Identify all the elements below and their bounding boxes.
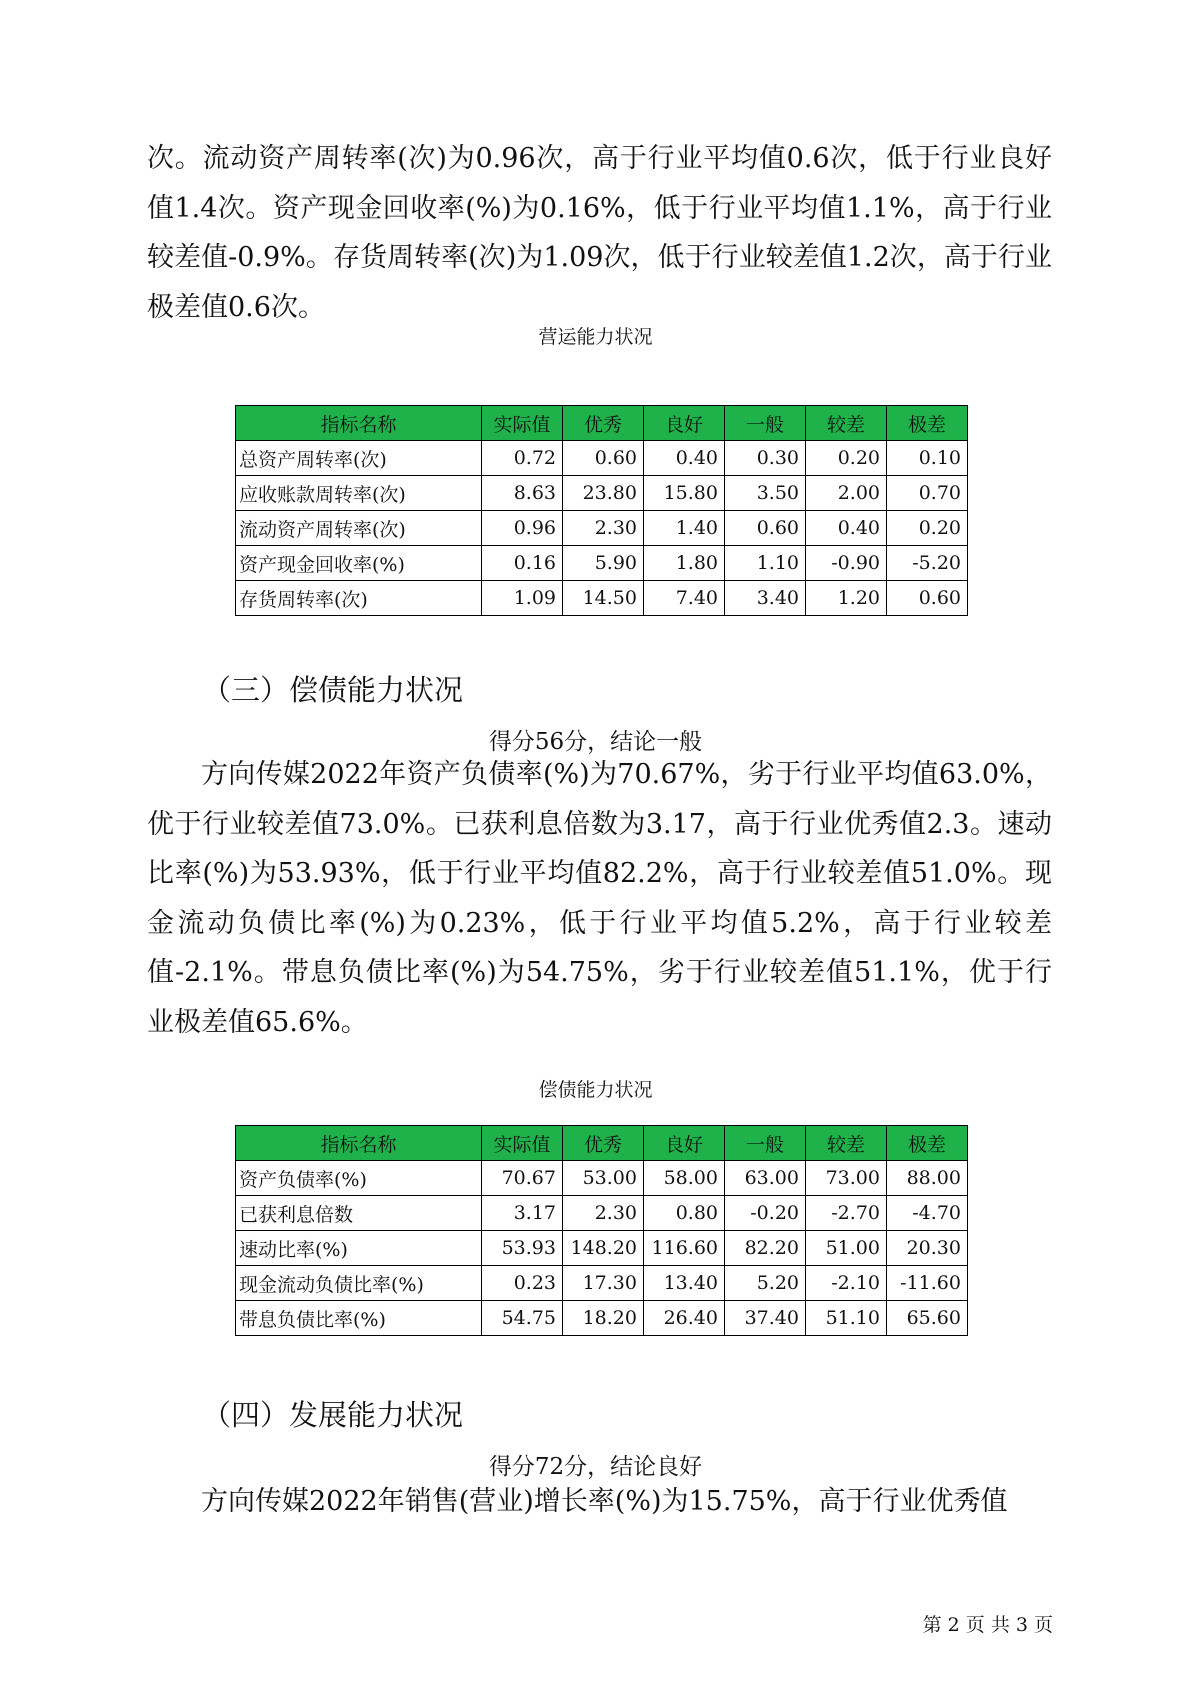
score-line-solvency: 得分56分，结论一般 — [488, 729, 703, 755]
cell-value: -2.70 — [806, 1196, 887, 1231]
cell-value: 63.00 — [725, 1161, 806, 1196]
row-label: 应收账款周转率(次) — [236, 476, 482, 511]
cell-value: 23.80 — [563, 476, 644, 511]
row-label: 存货周转率(次) — [236, 581, 482, 616]
table-row — [236, 476, 968, 511]
cell-value: 1.10 — [725, 546, 806, 581]
section-heading-solvency: （三）偿债能力状况 — [202, 673, 464, 707]
header-cell: 一般 — [725, 1126, 806, 1161]
cell-value: 0.20 — [806, 441, 887, 476]
table-header-row — [236, 406, 968, 441]
header-cell: 实际值 — [482, 1126, 563, 1161]
cell-value: 2.30 — [563, 511, 644, 546]
row-label: 流动资产周转率(次) — [236, 511, 482, 546]
cell-value: -0.90 — [806, 546, 887, 581]
cell-value: 3.17 — [482, 1196, 563, 1231]
cell-value: 1.20 — [806, 581, 887, 616]
header-cell: 较差 — [806, 406, 887, 441]
operating-capacity-table — [235, 405, 968, 616]
table-row — [236, 1231, 968, 1266]
paragraph-operating-analysis: 次。流动资产周转率(次)为0.96次，高于行业平均值0.6次，低于行业良好值1.4次。资产现金回收率(%)为0.16%，低于行业平均值1.1%，高于行业较差值-0.9%。存货周转率(次)为1.09次，低于行业较差值1.2次，高于行业极差值0.6次。 — [147, 143, 1052, 323]
cell-value: 116.60 — [644, 1231, 725, 1266]
paragraph-solvency-analysis: 方向传媒2022年资产负债率(%)为70.67%，劣于行业平均值63.0%，优于行业较差值73.0%。已获利息倍数为3.17，高于行业优秀值2.3。速动比率(%)为53.93%，低于行业平均值82.2%，高于行业较差值51.0%。现金流动负债比率(%)为0.23%，低于行业平均值5.2%，高于行业较差值-2.1%。带息负债比率(%)为54.75%，劣于行业较差值51.1%，优于行业极差值65.6%。 — [147, 759, 1052, 1038]
paragraph-growth-analysis: 方向传媒2022年销售(营业)增长率(%)为15.75%，高于行业优秀值 — [201, 1486, 1008, 1517]
cell-value: -5.20 — [887, 546, 968, 581]
row-label: 现金流动负债比率(%) — [236, 1266, 482, 1301]
header-cell: 一般 — [725, 406, 806, 441]
table-row — [236, 546, 968, 581]
cell-value: 13.40 — [644, 1266, 725, 1301]
row-label: 速动比率(%) — [236, 1231, 482, 1266]
cell-value: 2.00 — [806, 476, 887, 511]
cell-value: 0.72 — [482, 441, 563, 476]
header-cell: 极差 — [887, 1126, 968, 1161]
row-label: 已获利息倍数 — [236, 1196, 482, 1231]
cell-value: 0.60 — [725, 511, 806, 546]
cell-value: 0.10 — [887, 441, 968, 476]
table-row — [236, 1161, 968, 1196]
table-caption-solvency: 偿债能力状况 — [538, 1079, 653, 1101]
table-row — [236, 1266, 968, 1301]
cell-value: 1.09 — [482, 581, 563, 616]
header-cell: 极差 — [887, 406, 968, 441]
header-cell: 良好 — [644, 406, 725, 441]
cell-value: 0.80 — [644, 1196, 725, 1231]
cell-value: 70.67 — [482, 1161, 563, 1196]
cell-value: 2.30 — [563, 1196, 644, 1231]
header-cell: 优秀 — [563, 406, 644, 441]
table-caption-operating: 营运能力状况 — [538, 326, 653, 348]
cell-value: 5.90 — [563, 546, 644, 581]
cell-value: 53.93 — [482, 1231, 563, 1266]
cell-value: 0.40 — [806, 511, 887, 546]
cell-value: 0.60 — [563, 441, 644, 476]
header-cell: 优秀 — [563, 1126, 644, 1161]
cell-value: 26.40 — [644, 1301, 725, 1336]
cell-value: 51.00 — [806, 1231, 887, 1266]
cell-value: 7.40 — [644, 581, 725, 616]
section-heading-growth: （四）发展能力状况 — [202, 1398, 464, 1432]
cell-value: 17.30 — [563, 1266, 644, 1301]
header-cell: 较差 — [806, 1126, 887, 1161]
score-line-growth: 得分72分，结论良好 — [488, 1454, 703, 1480]
cell-value: 65.60 — [887, 1301, 968, 1336]
cell-value: 82.20 — [725, 1231, 806, 1266]
cell-value: 53.00 — [563, 1161, 644, 1196]
cell-value: 0.20 — [887, 511, 968, 546]
page-number: 第 2 页 共 3 页 — [922, 1614, 1053, 1636]
header-cell: 指标名称 — [236, 406, 482, 441]
cell-value: 0.70 — [887, 476, 968, 511]
cell-value: 0.16 — [482, 546, 563, 581]
header-cell: 良好 — [644, 1126, 725, 1161]
row-label: 总资产周转率(次) — [236, 441, 482, 476]
cell-value: 0.60 — [887, 581, 968, 616]
header-cell: 实际值 — [482, 406, 563, 441]
cell-value: -4.70 — [887, 1196, 968, 1231]
cell-value: 15.80 — [644, 476, 725, 511]
cell-value: 8.63 — [482, 476, 563, 511]
cell-value: 37.40 — [725, 1301, 806, 1336]
cell-value: 51.10 — [806, 1301, 887, 1336]
cell-value: -0.20 — [725, 1196, 806, 1231]
cell-value: 73.00 — [806, 1161, 887, 1196]
table-row — [236, 511, 968, 546]
row-label: 资产现金回收率(%) — [236, 546, 482, 581]
cell-value: -11.60 — [887, 1266, 968, 1301]
cell-value: 3.50 — [725, 476, 806, 511]
cell-value: 18.20 — [563, 1301, 644, 1336]
cell-value: 0.23 — [482, 1266, 563, 1301]
cell-value: 54.75 — [482, 1301, 563, 1336]
cell-value: 0.40 — [644, 441, 725, 476]
cell-value: 0.30 — [725, 441, 806, 476]
table-row — [236, 1301, 968, 1336]
table-row — [236, 441, 968, 476]
cell-value: 148.20 — [563, 1231, 644, 1266]
table-header-row — [236, 1126, 968, 1161]
cell-value: 5.20 — [725, 1266, 806, 1301]
table-row — [236, 581, 968, 616]
cell-value: 14.50 — [563, 581, 644, 616]
cell-value: 88.00 — [887, 1161, 968, 1196]
solvency-table — [235, 1125, 968, 1336]
cell-value: 3.40 — [725, 581, 806, 616]
cell-value: 20.30 — [887, 1231, 968, 1266]
cell-value: -2.10 — [806, 1266, 887, 1301]
row-label: 资产负债率(%) — [236, 1161, 482, 1196]
row-label: 带息负债比率(%) — [236, 1301, 482, 1336]
cell-value: 1.40 — [644, 511, 725, 546]
header-cell: 指标名称 — [236, 1126, 482, 1161]
cell-value: 0.96 — [482, 511, 563, 546]
cell-value: 58.00 — [644, 1161, 725, 1196]
table-row — [236, 1196, 968, 1231]
cell-value: 1.80 — [644, 546, 725, 581]
